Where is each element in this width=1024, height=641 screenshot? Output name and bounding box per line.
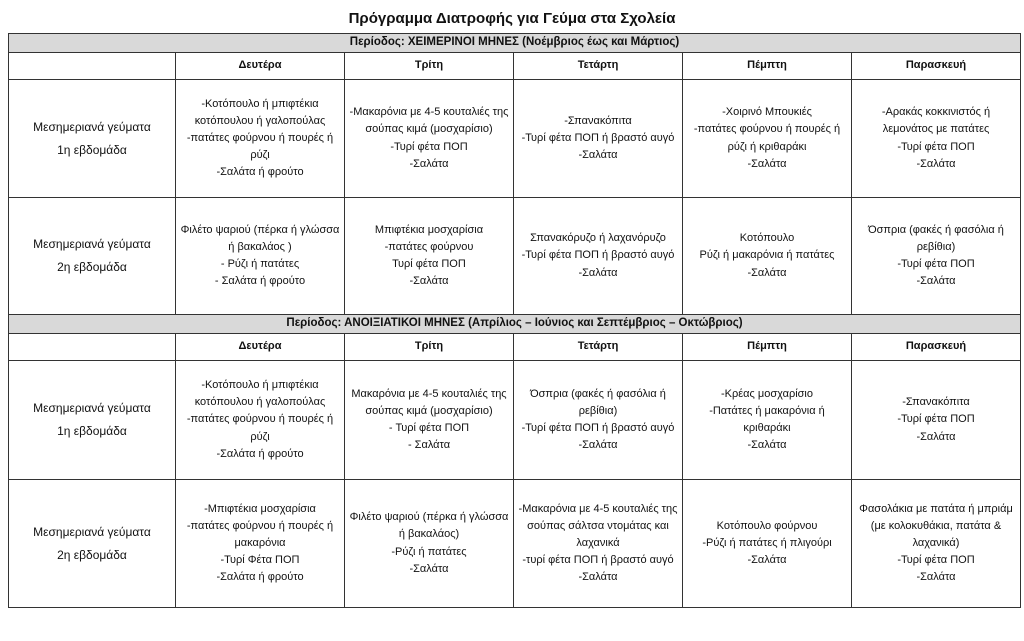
meal-item: Φιλέτο ψαριού (πέρκα ή γλώσσα ή βακαλάος ) (180, 223, 340, 253)
page-title: Πρόγραμμα Διατροφής για Γεύμα στα Σχολεία (348, 10, 676, 27)
meal-item: -Σαλάτα (747, 439, 787, 452)
meal-item: -Χοιρινό Μπουκιές (722, 106, 812, 119)
meal-item: -Σαλάτα (916, 275, 956, 288)
meal-cell (683, 361, 852, 480)
day-header-row (9, 334, 1021, 361)
meal-item: -πατάτες φούρνου ή πουρές ή ρύζι ή κριθαράκι (693, 123, 841, 153)
meal-item: Κοτόπουλο (739, 232, 795, 245)
meal-item: -Σαλάτα (409, 275, 449, 288)
meal-cell (176, 361, 345, 480)
meal-item: - Ρύζι ή πατάτες (220, 258, 300, 270)
meal-cell (176, 198, 345, 315)
meal-item: Κοτόπουλο φούρνου (716, 519, 818, 532)
meal-item: Μπιφτέκια μοσχαρίσια (374, 223, 484, 236)
meal-item: Μακαρόνια με 4-5 κουταλιές της σούπας κιμά (μοσχαρίσιο) (351, 387, 507, 417)
period-title: Περίοδος: ΧΕΙΜΕΡΙΝΟΙ ΜΗΝΕΣ (Νοέμβριος έως και Μάρτιος) (9, 34, 1021, 53)
meal-cell (345, 80, 514, 198)
meal-item: Τυρί φέτα ΠΟΠ (392, 258, 466, 270)
meal-cell (852, 480, 1021, 608)
meal-item: Φιλέτο ψαριού (πέρκα ή γλώσσα ή βακαλάος) (349, 511, 509, 541)
week-label-text: Μεσημεριανά γεύματα (33, 524, 151, 539)
week-row (9, 198, 1021, 315)
meal-item: -Σπανακόπιτα (564, 114, 632, 127)
meal-cell (176, 480, 345, 608)
meal-item: -πατάτες φούρνου ή πουρές ή μακαρόνια (186, 519, 334, 549)
period-row (9, 315, 1021, 334)
meal-item: Φασολάκια με πατάτα ή μπριάμ (με κολοκυθάκια, πατάτα & λαχανικά) (859, 502, 1013, 549)
meal-item: - Τυρί φέτα ΠΟΠ (388, 422, 470, 434)
meal-item: Ρύζι ή μακαρόνια ή πατάτες (699, 249, 835, 262)
meal-cell (514, 198, 683, 315)
meal-cell (683, 80, 852, 198)
day-header: Πέμπτη (683, 334, 852, 361)
week-label-text: 2η εβδομάδα (57, 547, 127, 562)
meal-item: -Σαλάτα (578, 266, 618, 279)
week-label-text: 1η εβδομάδα (57, 424, 127, 438)
meal-cell (852, 80, 1021, 198)
meal-item: -Κοτόπουλο ή μπιφτέκια κοτόπουλου ή γαλοπούλας (194, 379, 326, 409)
meal-cell (683, 480, 852, 608)
meal-item: -Σαλάτα (916, 157, 956, 170)
meal-item: -Σαλάτα (916, 430, 956, 443)
meal-cell (852, 361, 1021, 480)
week-label-text: 1η εβδομάδα (57, 142, 127, 157)
period-row (9, 34, 1021, 53)
meal-cell (514, 361, 683, 480)
meal-item: -Πατάτες ή μακαρόνια ή κριθαράκι (709, 404, 825, 434)
day-header: Παρασκευή (852, 334, 1021, 361)
header-corner-cell (9, 334, 176, 361)
meal-item: -Ρύζι ή πατάτες ή πλιγούρι (702, 536, 832, 549)
week-label-text: Μεσημεριανά γεύματα (33, 401, 151, 416)
meal-item: Όσπρια (φακές ή φασόλια ή ρεβίθια) (868, 223, 1004, 253)
meal-item: -Σαλάτα (747, 157, 787, 170)
meal-item: -πατάτες φούρνου ή πουρές ή ρύζι (186, 413, 334, 443)
meal-item: -Σαλάτα (747, 266, 787, 279)
meal-cell (345, 361, 514, 480)
meal-item: -Τυρί φέτα ΠΟΠ (897, 258, 975, 270)
header-corner-cell (9, 53, 176, 80)
day-header: Τετάρτη (514, 53, 683, 80)
day-header-row (9, 53, 1021, 80)
meal-item: -Αρακάς κοκκινιστός ή λεμονάτος με πατάτες (881, 106, 991, 136)
meal-item: - Σαλάτα ή φρούτο (214, 275, 306, 288)
day-header: Τρίτη (345, 53, 514, 80)
meal-item: -Τυρί φέτα ΠΟΠ (390, 140, 468, 153)
period-title: Περίοδος: ΑΝΟΙΞΙΑΤΙΚΟΙ ΜΗΝΕΣ (Απρίλιος – Ιούνιος και Σεπτέμβριος – Οκτώβριος) (9, 315, 1021, 334)
meal-item: -Τυρί Φέτα ΠΟΠ (220, 554, 300, 567)
meal-item: -πατάτες φούρνου (384, 240, 474, 253)
meal-item: -Σαλάτα (578, 439, 618, 452)
day-header: Δευτέρα (176, 53, 345, 80)
meal-item: -Κρέας μοσχαρίσιο (720, 387, 813, 400)
meal-item: -Σαλάτα (747, 554, 787, 567)
meal-item: -Τυρί φέτα ΠΟΠ ή βραστό αυγό (521, 131, 675, 144)
week-label (9, 80, 176, 198)
week-label-text: Μεσημεριανά γεύματα (33, 237, 151, 252)
week-label-text: 2η εβδομάδα (57, 260, 127, 274)
meal-item: -Ρύζι ή πατάτες (391, 545, 467, 558)
meal-item: -Τυρί φέτα ΠΟΠ ή βραστό αυγό (521, 422, 675, 434)
day-header: Πέμπτη (683, 53, 852, 80)
meal-item: -Μπιφτέκια μοσχαρίσια (204, 502, 316, 515)
meal-item: Όσπρια (φακές ή φασόλια ή ρεβίθια) (530, 387, 666, 417)
meal-item: - Σαλάτα (407, 439, 451, 452)
meal-item: -Μακαρόνια με 4-5 κουταλιές της σούπας σάλτσα ντομάτας και λαχανικά (518, 502, 678, 549)
meal-schedule-body (9, 34, 1021, 608)
meal-cell (852, 198, 1021, 315)
meal-item: -πατάτες φούρνου ή πουρές ή ρύζι (186, 131, 334, 162)
day-header: Παρασκευή (852, 53, 1021, 80)
meal-cell (345, 480, 514, 608)
meal-cell (514, 480, 683, 608)
meal-cell (514, 80, 683, 198)
meal-item: -Σαλάτα (409, 562, 449, 575)
day-header: Δευτέρα (176, 334, 345, 361)
meal-item: -Τυρί φέτα ΠΟΠ (897, 140, 975, 153)
meal-item: -Σαλάτα (578, 571, 618, 584)
week-row (9, 361, 1021, 480)
day-header: Τρίτη (345, 334, 514, 361)
meal-item: -Τυρί φέτα ΠΟΠ ή βραστό αυγό (521, 249, 675, 262)
week-label (9, 198, 176, 315)
meal-item: -Σαλάτα (409, 157, 449, 170)
week-row (9, 480, 1021, 608)
week-label (9, 480, 176, 608)
day-header: Τετάρτη (514, 334, 683, 361)
meal-item: -Τυρί φέτα ΠΟΠ (897, 554, 975, 567)
week-label-text: Μεσημεριανά γεύματα (33, 119, 151, 134)
meal-item: -Σαλάτα ή φρούτο (216, 571, 304, 584)
meal-schedule-table (8, 33, 1021, 608)
meal-item: -Κοτόπουλο ή μπιφτέκια κοτόπουλου ή γαλοπούλας (194, 97, 326, 127)
meal-item: -τυρί φέτα ΠΟΠ ή βραστό αυγό (522, 554, 674, 567)
meal-cell (683, 198, 852, 315)
meal-item: -Σαλάτα ή φρούτο (216, 166, 304, 179)
meal-item: -Σαλάτα (578, 149, 618, 162)
meal-item: -Μακαρόνια με 4-5 κουταλιές της σούπας κιμά (μοσχαρίσιο) (349, 106, 509, 136)
meal-item: Σπανακόρυζο ή λαχανόρυζο (530, 232, 666, 245)
meal-item: -Σαλάτα ή φρούτο (216, 447, 304, 460)
meal-item: -Σπανακόπιτα (902, 396, 970, 409)
week-row (9, 80, 1021, 198)
meal-cell (345, 198, 514, 315)
week-label (9, 361, 176, 480)
meal-cell (176, 80, 345, 198)
meal-item: -Σαλάτα (916, 571, 956, 584)
meal-item: -Τυρί φέτα ΠΟΠ (897, 413, 975, 426)
